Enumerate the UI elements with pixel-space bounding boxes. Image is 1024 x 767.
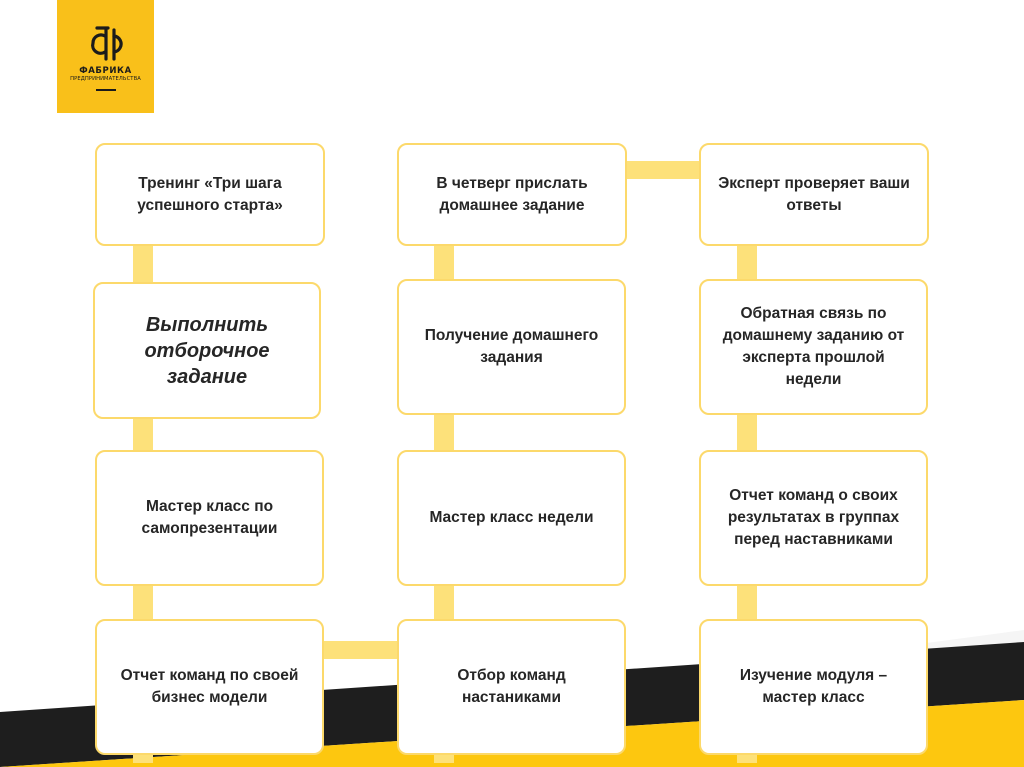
step-label: Отчет команд о своих результатах в группах перед наставниками — [727, 487, 900, 548]
step-complete-selection-task — [93, 282, 321, 419]
step-weekly-masterclass — [397, 450, 626, 586]
step-label: Обратная связь по домашнему заданию от эксперта прошлой недели — [722, 305, 905, 388]
step-label: Отбор команд настаниками — [457, 667, 566, 706]
step-label: Мастер класс по самопрезентации — [141, 498, 278, 537]
step-label: Тренинг «Три шага успешного старта» — [137, 174, 283, 214]
connector-col1-to-col2-bottom — [320, 641, 402, 659]
logo-mark-icon — [87, 26, 125, 62]
step-module-study-masterclass — [699, 619, 928, 755]
step-label: Мастер класс недели — [429, 509, 594, 526]
logo-subtitle: ПРЕДПРИНИМАТЕЛЬСТВА — [70, 76, 141, 82]
step-label: Эксперт проверяет ваши ответы — [718, 174, 910, 214]
step-self-presentation-masterclass — [95, 450, 324, 586]
step-training-three-steps — [95, 143, 325, 246]
step-receive-homework — [397, 279, 626, 415]
step-label: В четверг прислать домашнее задание — [436, 174, 588, 214]
step-expert-checks-answers — [699, 143, 929, 246]
connector-col2-to-col3-top — [624, 161, 703, 179]
step-label: Выполнить отборочное задание — [144, 313, 270, 388]
step-label: Изучение модуля – мастер класс — [739, 667, 888, 706]
step-team-selection-by-mentors — [397, 619, 626, 755]
step-label: Получение домашнего задания — [424, 327, 599, 366]
step-expert-feedback — [699, 279, 928, 415]
step-label: Отчет команд по своей бизнес модели — [120, 667, 299, 706]
logo-title: ФАБРИКА — [79, 66, 132, 76]
step-business-model-report — [95, 619, 324, 755]
step-send-homework-thursday — [397, 143, 627, 246]
logo-underline — [96, 89, 116, 91]
company-logo — [57, 0, 154, 113]
step-team-results-report — [699, 450, 928, 586]
